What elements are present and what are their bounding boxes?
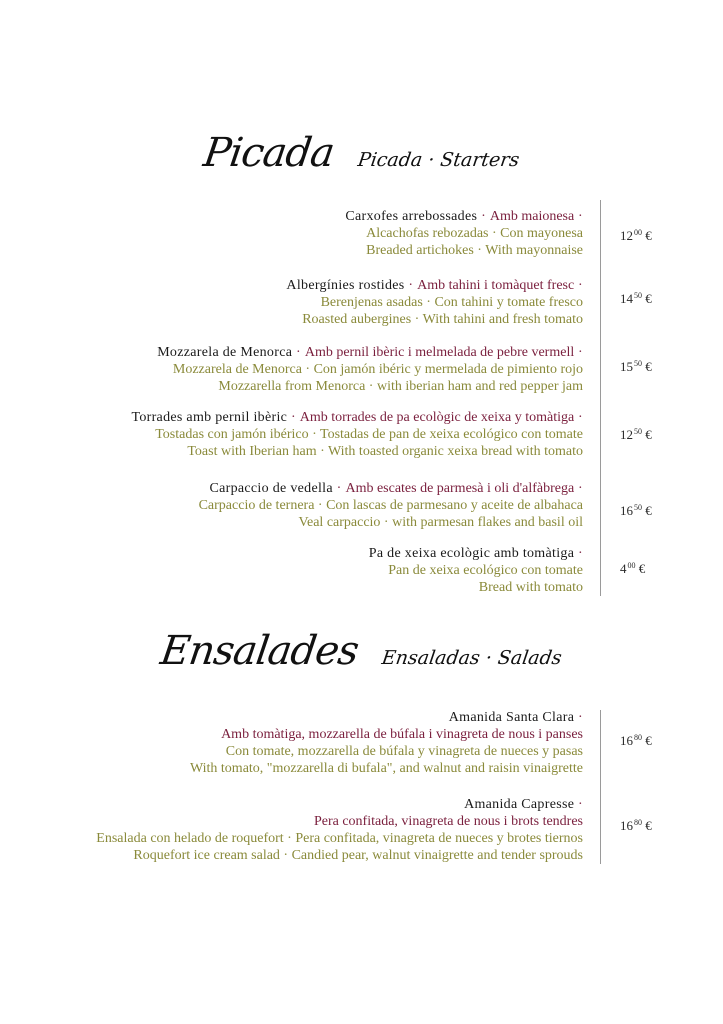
item-description: Amb maionesa [489,209,575,224]
item-spanish: Alcachofas rebozadas · Con mayonesa [366,226,583,241]
item-name: Pa de xeixa ecològic amb tomàtiga [368,546,575,561]
item-description: Amb pernil ibèric i melmelada de pebre vermell [304,345,575,360]
item-english: Roasted aubergines · With tahini and fresh tomato [302,312,583,327]
item-description: Amb tomàtiga, mozzarella de búfala i vinagreta de nous i panses [221,727,583,742]
item-price: $4^{00}$ € [620,561,646,576]
item-english: With tomato, "mozzarella di bufala", and walnut and raisin vinaigrette [189,761,583,776]
item-price: $14^{50}$ € [620,291,652,306]
section-header-picada [0,130,723,176]
price-divider [600,710,601,864]
item-spanish: Pan de xeixa ecológico con tomate [388,563,583,578]
menu-item: Amanida Santa Clara · Amb tomàtiga, mozzarella de búfala i vinagreta de nous i panses Con tomate, mozzarella de búfala y vinagreta de nueces y pasas With tomato, "mozzarella di bufala", and walnut and raisin vinaigrette [0,709,583,777]
item-spanish: Mozzarela de Menorca · Con jamón ibéric y mermelada de pimiento rojo [172,362,583,377]
item-spanish: Carpaccio de ternera · Con lascas de parmesano y aceite de albahaca [198,498,583,513]
item-english: Toast with Iberian ham · With toasted organic xeixa bread with tomato [187,444,583,459]
item-name: Carpaccio de vedella [209,481,333,496]
item-name: Amanida Capresse [464,797,575,812]
item-description: Pera confitada, vinagreta de nous i brots tendres [313,814,583,829]
item-english: Roquefort ice cream salad · Candied pear, walnut vinaigrette and tender sprouds [133,848,583,863]
section-header-ensalades [0,628,723,674]
item-name: Albergínies rostides [286,278,405,293]
item-spanish: Berenjenas asadas · Con tahini y tomate fresco [320,295,583,310]
item-price: $12^{00}$ € [620,228,652,243]
menu-item: Amanida Capresse · Pera confitada, vinagreta de nous i brots tendres Ensalada con helado de roquefort · Pera confitada, vinagreta de nueces y brotes tiernos Roquefort ice cream salad · Candied pear, walnut vinaigrette and tender sprouds [0,796,583,864]
item-name: Carxofes arrebossades [345,209,478,224]
item-price: $16^{50}$ € [620,503,652,518]
item-price: $16^{80}$ € [620,733,652,748]
item-name: Torrades amb pernil ibèric [131,410,288,425]
section-subtitle: Picada · Starters [356,149,521,171]
item-price: $16^{80}$ € [620,818,652,833]
item-spanish: Con tomate, mozzarella de búfala y vinagreta de nueces y pasas [225,744,583,759]
item-english: Breaded artichokes · With mayonnaise [366,243,583,258]
menu-item: Pa de xeixa ecològic amb tomàtiga · Pan de xeixa ecológico con tomate Bread with tomato [0,545,583,596]
item-english: Mozzarella from Menorca · with iberian ham and red pepper jam [218,379,583,394]
menu-item: Carxofes arrebossades · Amb maionesa · Alcachofas rebozadas · Con mayonesa Breaded artichokes · With mayonnaise [0,208,583,259]
section-title: Ensalades [158,628,362,674]
item-english: Veal carpaccio · with parmesan flakes and basil oil [298,515,583,530]
item-description: Amb escates de parmesà i oli d'alfàbrega [345,481,575,496]
item-english: Bread with tomato [478,580,583,595]
section-subtitle: Ensaladas · Salads [380,647,564,669]
item-spanish: Tostadas con jamón ibérico · Tostadas de pan de xeixa ecológico con tomate [155,427,583,442]
item-price: $15^{50}$ € [620,359,652,374]
price-divider [600,200,601,596]
item-spanish: Ensalada con helado de roquefort · Pera confitada, vinagreta de nueces y brotes tiernos [96,831,583,846]
section-title: Picada [200,130,337,176]
menu-item: Albergínies rostides · Amb tahini i tomàquet fresc · Berenjenas asadas · Con tahini y tomate fresco Roasted aubergines · With tahini and fresh tomato [0,277,583,328]
item-name: Mozzarela de Menorca [157,345,293,360]
menu-item: Torrades amb pernil ibèric · Amb torrades de pa ecològic de xeixa y tomàtiga · Tostadas con jamón ibérico · Tostadas de pan de xeixa ecológico con tomate Toast with Iberian ham · With toasted organic xeixa bread with tomato [0,409,583,460]
item-description: Amb tahini i tomàquet fresc [417,278,575,293]
menu-item: Mozzarela de Menorca · Amb pernil ibèric i melmelada de pebre vermell · Mozzarela de Menorca · Con jamón ibéric y mermelada de pimiento rojo Mozzarella from Menorca · with iberian ham and red pepper jam [0,344,583,395]
item-description: Amb torrades de pa ecològic de xeixa y tomàtiga [299,410,575,425]
item-name: Amanida Santa Clara [448,710,575,725]
item-price: $12^{50}$ € [620,427,652,442]
menu-item: Carpaccio de vedella · Amb escates de parmesà i oli d'alfàbrega · Carpaccio de ternera · Con lascas de parmesano y aceite de albahaca Veal carpaccio · with parmesan flakes and basil oil [0,480,583,531]
